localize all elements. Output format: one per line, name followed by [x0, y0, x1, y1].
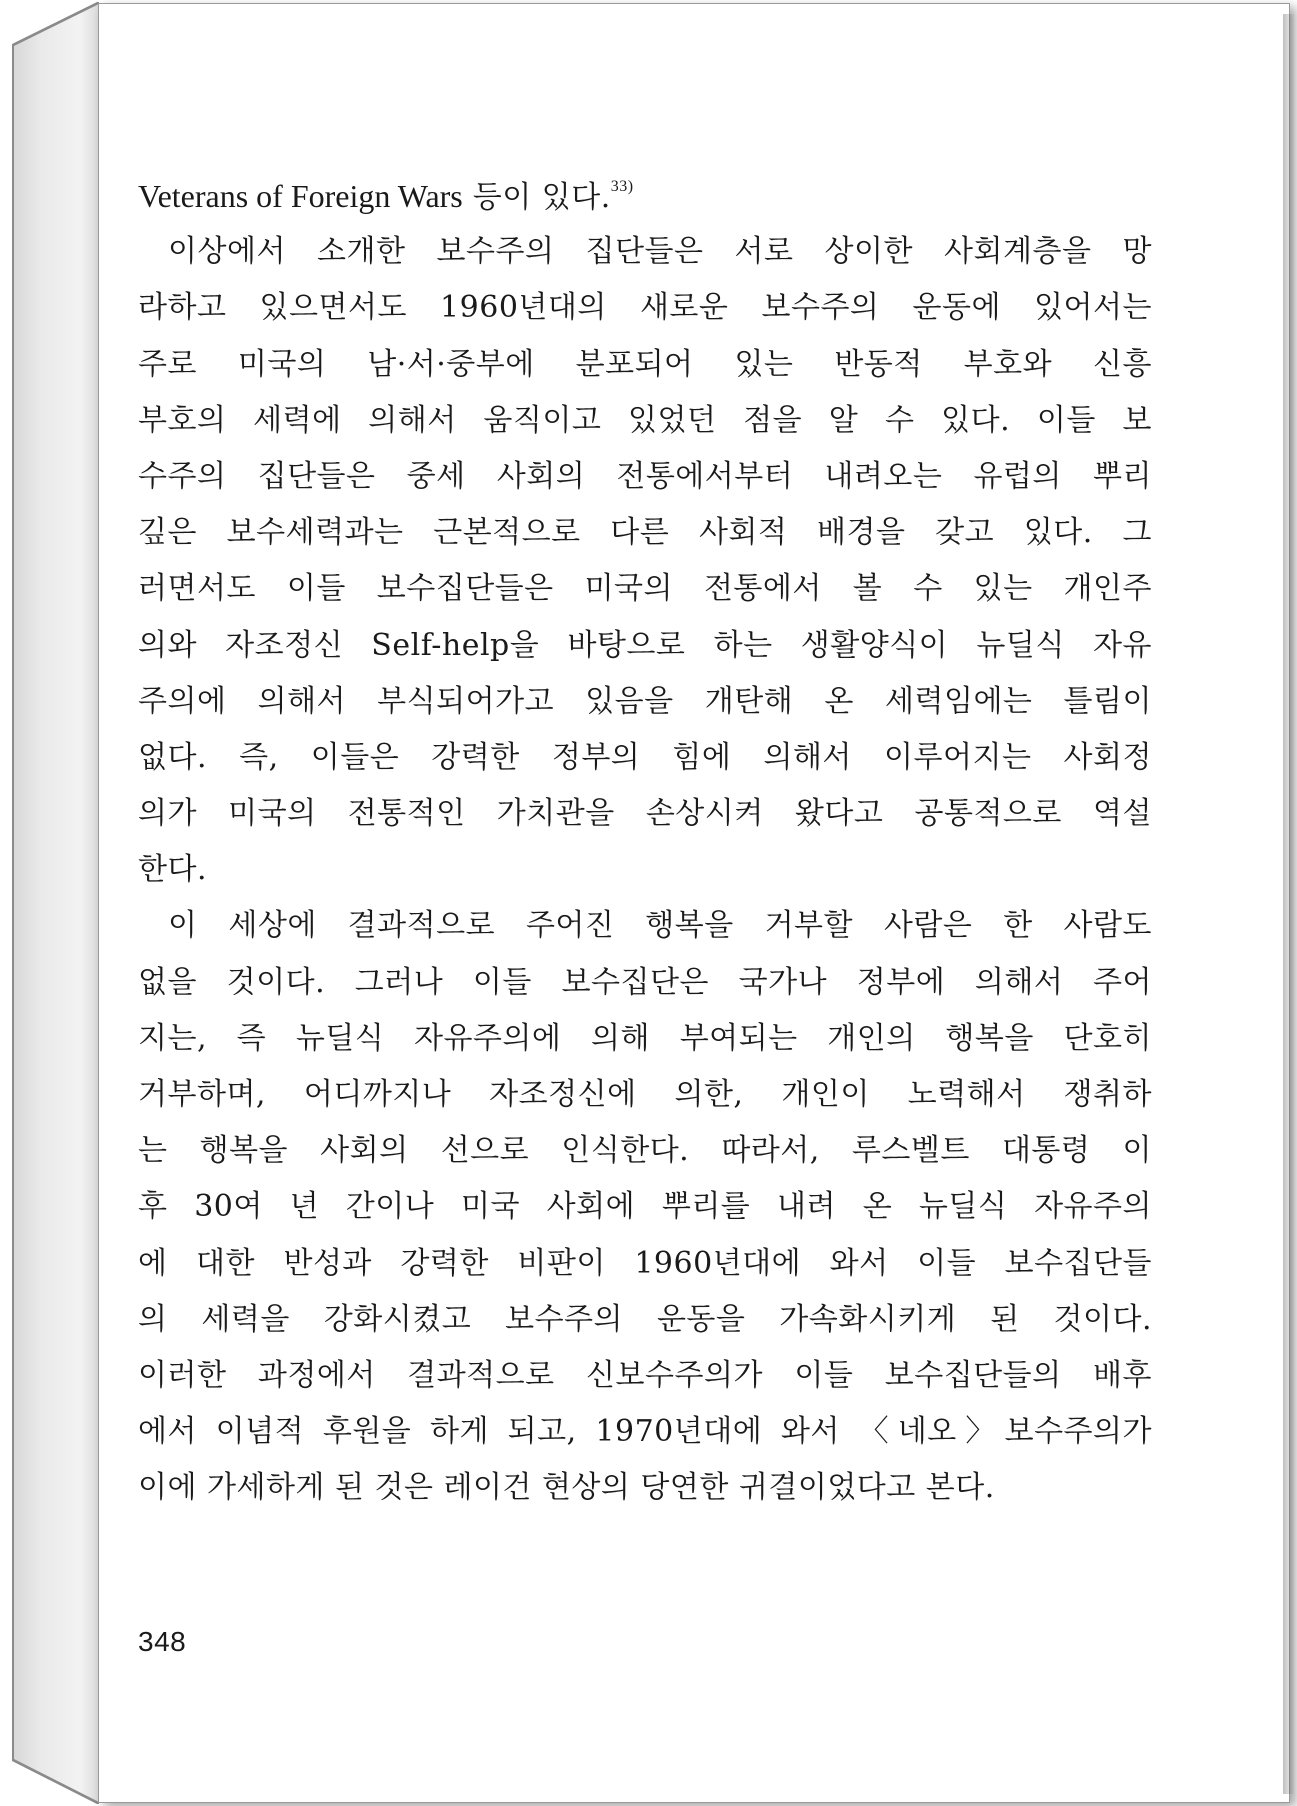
- text-line: 이러한 과정에서 결과적으로 신보수주의가 이들 보수집단들의 배후: [138, 1357, 1152, 1393]
- text-line: 이 세상에 결과적으로 주어진 행복을 거부할 사람은 한 사람도: [168, 908, 1152, 944]
- body-text: [138, 168, 1152, 1517]
- text-line: 없을 것이다. 그러나 이들 보수집단은 국가나 정부에 의해서 주어: [138, 964, 1152, 1000]
- text-line: 한다.: [138, 852, 207, 888]
- text-line: 부호의 세력에 의해서 움직이고 있었던 점을 알 수 있다. 이들 보: [138, 402, 1152, 438]
- text-line: 거부하며, 어디까지나 자조정신에 의한, 개인이 노력해서 쟁취하: [138, 1077, 1152, 1112]
- text-line: 이상에서 소개한 보수주의 집단들은 서로 상이한 사회계층을 망: [168, 234, 1152, 270]
- text-line: 없다. 즉, 이들은 강력한 정부의 힘에 의해서 이루어지는 사회정: [138, 739, 1152, 775]
- text-line: 주로 미국의 남·서·중부에 분포되어 있는 반동적 부호와 신흥: [138, 346, 1152, 382]
- latin-phrase: Veterans of Foreign Wars: [138, 178, 463, 214]
- text-line: 러면서도 이들 보수집단들은 미국의 전통에서 볼 수 있는 개인주: [138, 571, 1152, 607]
- footnote-marker: 33): [610, 178, 634, 195]
- book-spine: [0, 0, 100, 1806]
- text-line: 깊은 보수세력과는 근본적으로 다른 사회적 배경을 갖고 있다. 그: [138, 515, 1152, 551]
- text-line: 는 행복을 사회의 선으로 인식한다. 따라서, 루스벨트 대통령 이: [138, 1133, 1152, 1169]
- text-line: 의가 미국의 전통적인 가치관을 손상시켜 왔다고 공통적으로 역설: [138, 796, 1152, 832]
- text-line: 후 30여 년 간이나 미국 사회에 뿌리를 내려 온 뉴딜식 자유주의: [138, 1189, 1152, 1225]
- line-text: 등이 있다.: [462, 180, 611, 215]
- text-line: [138, 168, 1152, 224]
- text-line: 지는, 즉 뉴딜식 자유주의에 의해 부여되는 개인의 행복을 단호히: [138, 1020, 1152, 1056]
- text-line: 주의에 의해서 부식되어가고 있음을 개탄해 온 세력임에는 틀림이: [138, 683, 1152, 719]
- text-line: 이에 가세하게 된 것은 레이건 현상의 당연한 귀결이었다고 본다.: [138, 1470, 995, 1506]
- text-line: 에 대한 반성과 강력한 비판이 1960년대에 와서 이들 보수집단들: [138, 1245, 1152, 1281]
- text-line: 의 세력을 강화시켰고 보수주의 운동을 가속화시키게 된 것이다.: [138, 1301, 1152, 1337]
- page-number: 348: [138, 1626, 187, 1657]
- text-line: 수주의 집단들은 중세 사회의 전통에서부터 내려오는 유럽의 뿌리: [138, 458, 1152, 494]
- text-line: 에서 이념적 후원을 하게 되고, 1970년대에 와서 〈네오〉보수주의가: [138, 1414, 1152, 1450]
- page-edge-shadow: [1283, 14, 1295, 1794]
- text-line: 의와 자조정신 Self-help을 바탕으로 하는 생활양식이 뉴딜식 자유: [138, 627, 1152, 663]
- text-line: 라하고 있으면서도 1960년대의 새로운 보수주의 운동에 있어서는: [138, 290, 1152, 326]
